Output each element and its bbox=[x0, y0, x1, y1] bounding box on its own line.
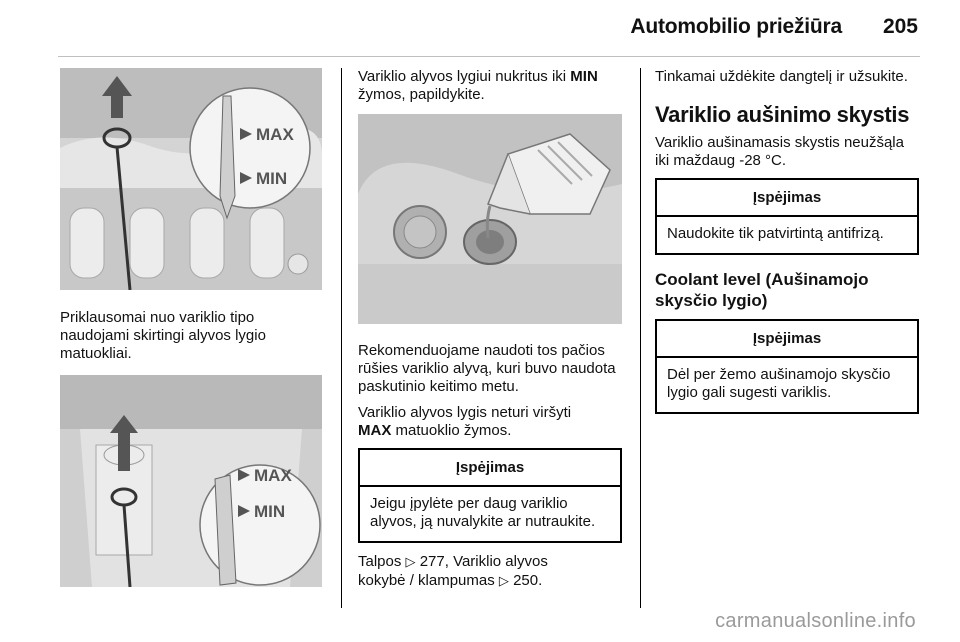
dipstick-illustration-1 bbox=[60, 68, 322, 290]
warning-box-low-coolant bbox=[655, 319, 919, 414]
column-2 bbox=[358, 68, 624, 599]
dipstick-figure-1 bbox=[60, 68, 322, 290]
min-label-1: MIN bbox=[256, 169, 288, 188]
refill-paragraph: Variklio alyvos lygiui nukritus iki MIN žymos, papildykite. bbox=[358, 68, 598, 103]
warning-box-antifreeze bbox=[655, 178, 919, 255]
max-mark: MAX bbox=[358, 422, 392, 439]
dipstick-illustration-2 bbox=[60, 375, 322, 587]
dipstick-caption: Priklausomai nuo variklio tipo naudojami skirtingi alyvos lygio matuokliai. bbox=[60, 309, 266, 362]
warning-title: Įspėjimas bbox=[360, 450, 620, 487]
page-title: Automobilio priežiūra bbox=[630, 15, 842, 38]
page-ref-link[interactable]: 250. bbox=[513, 572, 543, 589]
header-rule bbox=[58, 56, 920, 57]
warning-title: Įspėjimas bbox=[657, 321, 917, 358]
column-divider-2 bbox=[640, 68, 641, 608]
page-ref-link[interactable]: 277, Variklio alyvos bbox=[419, 553, 548, 570]
min-mark: MIN bbox=[570, 68, 598, 85]
cap-paragraph: Tinkamai uždėkite dangtelį ir užsukite. bbox=[655, 68, 908, 85]
column-divider-1 bbox=[341, 68, 342, 608]
watermark: carmanualsonline.info bbox=[715, 610, 916, 632]
coolant-heading: Variklio aušinimo skystis bbox=[655, 102, 910, 127]
page-ref-icon: ▷ bbox=[498, 574, 509, 589]
warning-body: Jeigu įpylėte per daug variklio alyvos, ją nuvalykite ar nutraukite. bbox=[370, 495, 596, 530]
dipstick-figure-2 bbox=[60, 375, 322, 587]
warning-body: Dėl per žemo aušinamojo skysčio lygio gali sugesti variklis. bbox=[667, 366, 891, 401]
min-label-2: MIN bbox=[254, 502, 286, 521]
oil-filling-illustration bbox=[358, 114, 622, 324]
max-paragraph: Variklio alyvos lygis neturi viršyti MAX matuoklio žymos. bbox=[358, 404, 572, 439]
page-ref-icon: ▷ bbox=[405, 555, 416, 570]
coolant-level-heading: Coolant level (Aušinamojo skysčio lygio) bbox=[655, 270, 869, 310]
oil-filling-figure bbox=[358, 114, 622, 324]
recommend-paragraph: Rekomenduojame naudoti tos pačios rūšies variklio alyvą, kuri buvo naudota paskutinio keitimo metu. bbox=[358, 342, 616, 395]
column-3 bbox=[655, 68, 921, 424]
cross-reference: Talpos ▷ 277, Variklio alyvos kokybė / klampumas ▷ 250. bbox=[358, 553, 548, 589]
coolant-paragraph: Variklio aušinamasis skystis neužšąla iki maždaug -28 °C. bbox=[655, 134, 904, 169]
warning-box-overfill bbox=[358, 448, 622, 543]
page-number: 205 bbox=[882, 15, 918, 38]
max-label-1: MAX bbox=[256, 125, 294, 144]
page-header bbox=[0, 16, 960, 46]
warning-title: Įspėjimas bbox=[657, 180, 917, 217]
max-label-2: MAX bbox=[254, 466, 292, 485]
warning-body: Naudokite tik patvirtintą antifrizą. bbox=[667, 225, 884, 242]
column-1 bbox=[60, 68, 326, 587]
